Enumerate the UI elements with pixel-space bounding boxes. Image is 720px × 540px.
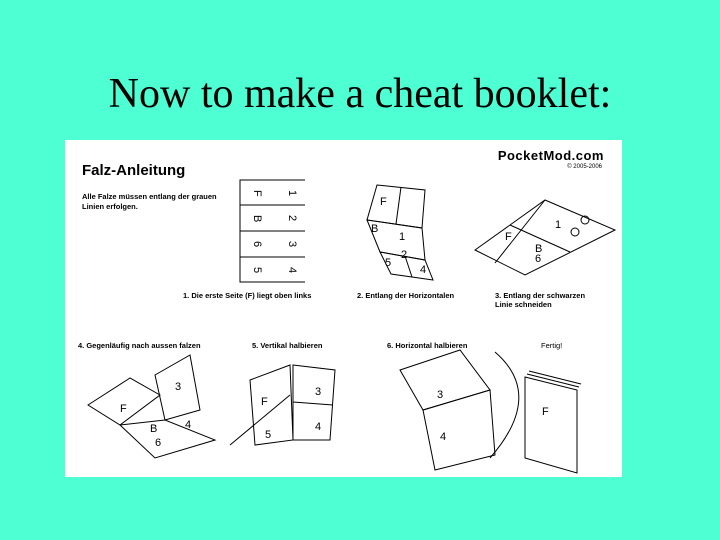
- svg-text:6: 6: [155, 437, 162, 449]
- step6-diagram: [400, 350, 519, 470]
- step5-diagram: [230, 365, 335, 445]
- svg-text:B: B: [251, 215, 263, 223]
- svg-text:4: 4: [315, 421, 322, 433]
- svg-text:5: 5: [265, 429, 272, 441]
- svg-text:4: 4: [420, 264, 427, 276]
- instructions-heading: Falz-Anleitung: [82, 162, 186, 179]
- finished-caption: Fertig!: [541, 341, 563, 350]
- svg-text:2: 2: [286, 215, 298, 222]
- step-3-caption: 3. Entlang der schwarzen Linie schneiden: [495, 291, 586, 309]
- step-6-caption: 6. Horizontal halbieren: [387, 341, 468, 350]
- svg-text:2: 2: [401, 249, 408, 261]
- svg-text:5: 5: [385, 257, 392, 269]
- svg-text:B: B: [150, 423, 158, 435]
- svg-text:4: 4: [440, 431, 447, 443]
- svg-text:F: F: [542, 406, 549, 418]
- svg-text:1: 1: [286, 190, 298, 197]
- copyright: © 2005-2006: [567, 164, 602, 170]
- finished-booklet-diagram: [525, 371, 581, 473]
- svg-text:6: 6: [251, 241, 263, 248]
- svg-text:3: 3: [286, 241, 298, 248]
- svg-text:4: 4: [286, 267, 298, 274]
- svg-text:5: 5: [251, 267, 263, 274]
- svg-text:3: 3: [175, 381, 182, 393]
- step-5-caption: 5. Vertikal halbieren: [252, 341, 323, 350]
- svg-text:F: F: [120, 403, 127, 415]
- svg-text:6: 6: [535, 253, 542, 265]
- svg-text:B: B: [535, 243, 543, 255]
- svg-text:F: F: [251, 190, 263, 197]
- svg-text:B: B: [371, 223, 379, 235]
- svg-text:1: 1: [399, 231, 406, 243]
- slide-title: Now to make a cheat booklet:: [108, 71, 612, 117]
- step1-diagram: [240, 180, 305, 282]
- svg-text:F: F: [261, 396, 268, 408]
- svg-text:3: 3: [437, 389, 444, 401]
- svg-text:1: 1: [555, 219, 562, 231]
- brand-logo-text: PocketMod.com: [497, 148, 604, 163]
- step4-diagram: [88, 355, 215, 458]
- svg-text:F: F: [380, 196, 387, 208]
- svg-text:4: 4: [185, 419, 192, 431]
- svg-text:F: F: [505, 231, 512, 243]
- step3-diagram: [475, 200, 615, 275]
- step-4-caption: 4. Gegenläufig nach aussen falzen: [78, 341, 201, 350]
- svg-text:3: 3: [315, 386, 322, 398]
- step-1-caption: 1. Die erste Seite (F) liegt oben links: [183, 291, 312, 300]
- instructions-subheading: Alle Falze müssen entlang der grauen Linien erfolgen.: [82, 192, 217, 211]
- folding-instructions-image: [65, 140, 622, 477]
- step-2-caption: 2. Entlang der Horizontalen: [357, 291, 455, 300]
